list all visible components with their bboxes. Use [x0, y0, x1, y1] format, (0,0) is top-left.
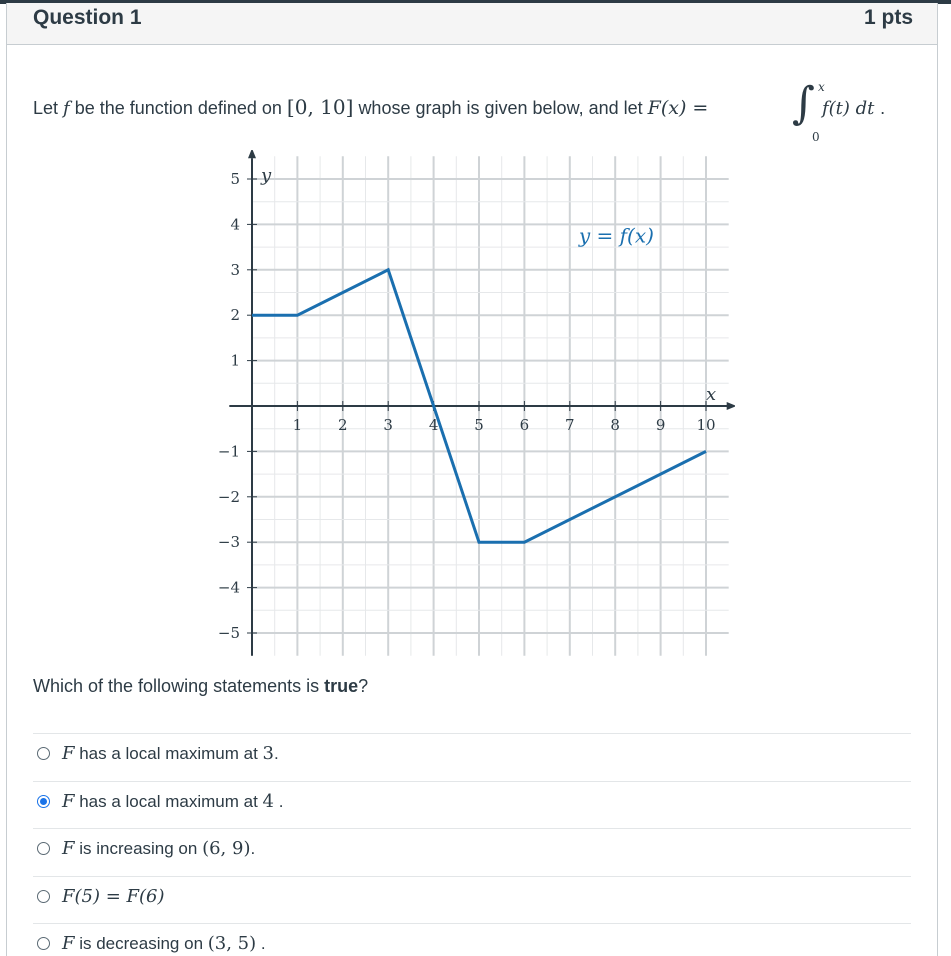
answer-math-value: 3 [262, 743, 274, 764]
radio-button[interactable] [37, 890, 50, 903]
x-tick-label: 1 [292, 416, 303, 434]
answer-text [62, 933, 266, 954]
x-tick-label: 7 [565, 416, 575, 434]
x-tick-label: 10 [696, 416, 716, 434]
answer-divider [33, 923, 911, 924]
y-tick-label: 1 [230, 351, 240, 370]
question-points: 1 pts [863, 6, 913, 29]
answer-math-value: F(5) = F(6) [62, 886, 165, 907]
answer-option[interactable] [37, 743, 279, 764]
answer-end: . [256, 934, 266, 953]
radio-selected[interactable] [37, 795, 50, 808]
answer-option[interactable] [37, 838, 255, 859]
stem-interval: [0, 10] [286, 95, 354, 119]
stem-end: . [880, 98, 886, 118]
x-axis-arrow [727, 402, 735, 410]
prompt-end: ? [358, 676, 369, 696]
answer-divider [33, 828, 911, 829]
x-tick-label: 4 [428, 416, 439, 434]
integral-expression [792, 78, 902, 148]
y-tick-label: 2 [230, 306, 240, 325]
radio-button[interactable] [37, 937, 50, 950]
y-tick-label: −1 [217, 442, 240, 461]
y-tick-label: −4 [217, 578, 240, 597]
x-tick-label: 9 [655, 416, 666, 434]
answer-math-value: (6, 9) [202, 838, 251, 859]
integrand-text: f(t) dt [822, 98, 875, 119]
x-tick-label: 5 [474, 416, 484, 434]
integral-sign: ∫ [792, 78, 815, 129]
answer-option[interactable] [37, 933, 266, 954]
y-tick-label: −2 [217, 487, 240, 506]
function-graph [215, 150, 735, 660]
stem-part1: be the function defined on [74, 98, 282, 118]
answer-text [62, 743, 279, 764]
prompt-bold: true [324, 676, 359, 696]
y-axis-arrow [248, 150, 256, 158]
stem-part2: whose graph is given below, and let [358, 98, 643, 118]
graph-axes [229, 150, 735, 656]
x-tick-label: 2 [338, 416, 348, 434]
question-title: Question 1 [33, 6, 142, 29]
x-tick-label: 6 [519, 416, 530, 434]
y-axis-label: y [261, 165, 272, 186]
x-tick-label: 3 [383, 416, 393, 434]
answer-words: is increasing on [74, 839, 203, 858]
answer-divider [33, 733, 911, 734]
answer-words: has a local maximum at [74, 792, 263, 811]
answer-end: . [273, 744, 279, 763]
y-tick-label: 3 [230, 260, 240, 279]
y-tick-label: 5 [230, 170, 240, 188]
answer-math-var: F [62, 791, 75, 812]
answer-math-value: (3, 5) [207, 933, 257, 954]
answer-words: has a local maximum at [74, 744, 263, 763]
y-tick-label: −5 [217, 624, 240, 642]
answer-end: . [250, 839, 256, 858]
y-tick-label: 4 [230, 215, 240, 234]
stem-F-def: F(x) = [647, 97, 709, 119]
answer-words: is decreasing on [74, 934, 208, 953]
answer-option[interactable] [37, 886, 165, 907]
stem-f: f [63, 98, 70, 119]
question-prompt [33, 676, 368, 697]
question-stem [33, 95, 708, 119]
integrand [822, 98, 885, 119]
answer-math-var: F [62, 743, 75, 764]
answer-math-value: 4 [262, 791, 274, 812]
y-tick-label: −3 [217, 533, 240, 552]
answer-option[interactable] [37, 791, 283, 812]
answer-math-var: F [62, 838, 75, 859]
integral-upper: x [818, 80, 825, 94]
answer-divider [33, 781, 911, 782]
question-header [6, 3, 938, 45]
prompt-text: Which of the following statements is [33, 676, 320, 696]
curve-annotation: y = f(x) [578, 223, 654, 248]
answer-end: . [273, 792, 284, 811]
radio-button[interactable] [37, 747, 50, 760]
answer-math-var: F [62, 933, 75, 954]
x-tick-label: 8 [610, 416, 620, 434]
radio-button[interactable] [37, 842, 50, 855]
answer-divider [33, 876, 911, 877]
x-axis-label: x [706, 384, 717, 405]
answer-text [62, 791, 283, 812]
stem-prefix: Let [33, 98, 59, 118]
integral-lower: 0 [812, 130, 820, 144]
answer-text [62, 886, 165, 907]
answer-text [62, 838, 255, 859]
